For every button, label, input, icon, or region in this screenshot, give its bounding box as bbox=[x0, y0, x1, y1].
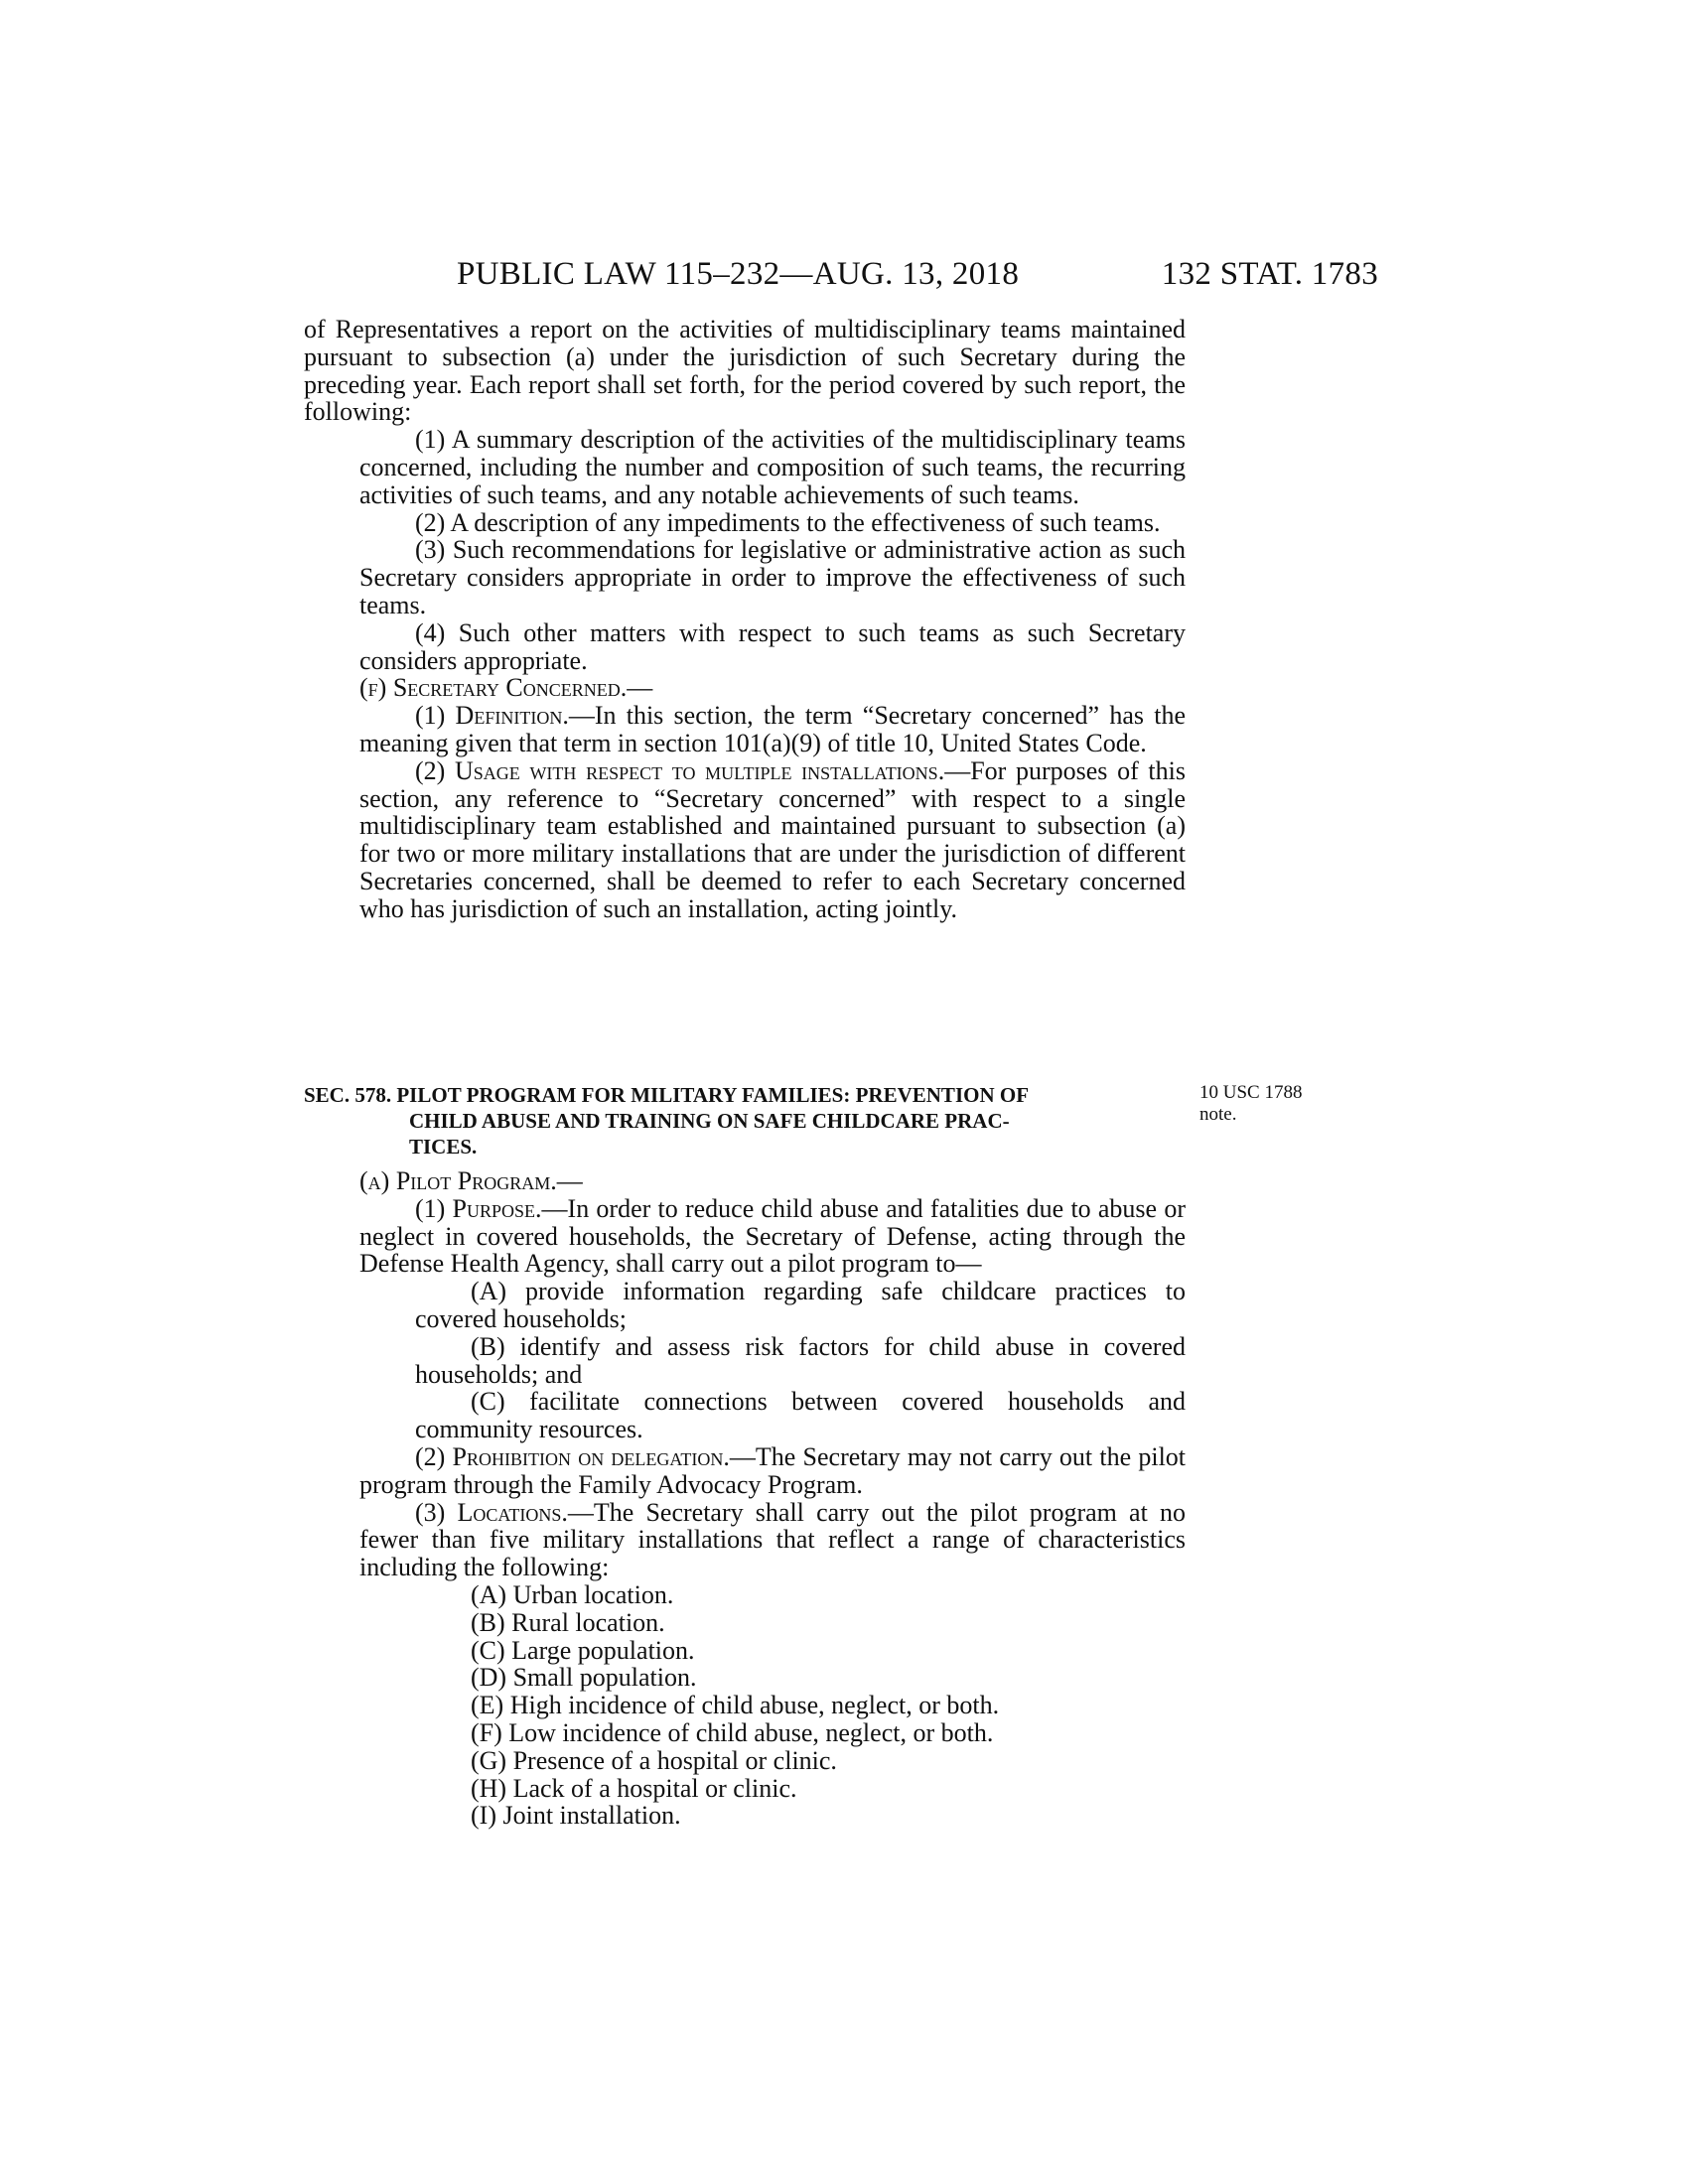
report-item-3: (3) Such recommendations for legislative or administrative action as such Secretary considers appropriate in order to improve the effectiveness of such teams. bbox=[359, 535, 1186, 619]
location-item: (D) Small population. bbox=[471, 1663, 697, 1693]
section-578-title-line-1: SEC. 578. PILOT PROGRAM FOR MILITARY FAMILIES: PREVENTION OF bbox=[304, 1083, 1030, 1107]
paragraph-a1-heading: (1) Purpose.— bbox=[415, 1193, 568, 1223]
paragraph-a1 bbox=[304, 1195, 1186, 1278]
clause-a1-A: (A) provide information regarding safe childcare practices to covered households; bbox=[415, 1277, 1186, 1333]
report-intro-paragraph: of Representatives a report on the activities of multidisciplinary teams maintained pursuant to subsection (a) under the jurisdiction of such Secretary during the preceding year. Each report shall set forth, for the period covered by such report, the following: bbox=[304, 315, 1186, 427]
subsection-a-heading bbox=[304, 1167, 1186, 1195]
subsection-f-heading-text: (f) Secretary Concerned.— bbox=[359, 673, 653, 703]
subsection-f-heading bbox=[304, 674, 1186, 702]
location-item: (I) Joint installation. bbox=[471, 1801, 681, 1831]
usc-margin-note: 10 USC 1788 note. bbox=[1199, 1082, 1303, 1125]
subsection-f2-heading: (2) Usage with respect to multiple installations.— bbox=[415, 755, 971, 785]
report-item-4: (4) Such other matters with respect to such teams as such Secretary considers appropriate. bbox=[359, 617, 1186, 675]
section-578-heading bbox=[304, 1082, 1186, 1160]
location-item: (F) Low incidence of child abuse, neglect, or both. bbox=[471, 1717, 994, 1747]
section-578-title-line-3: TICES. bbox=[409, 1135, 478, 1159]
report-item-1: (1) A summary description of the activities of the multidisciplinary teams concerned, including the number and composition of such teams, the recurring activities of such teams, and any notable achievements of such teams. bbox=[359, 425, 1186, 509]
location-item: (A) Urban location. bbox=[471, 1579, 674, 1609]
paragraph-a3-text: The Secretary shall carry out the pilot program at no fewer than five military installations that reflect a range of characteristics including the following: bbox=[359, 1497, 1186, 1582]
running-header-title: PUBLIC LAW 115–232—AUG. 13, 2018 bbox=[457, 256, 1020, 292]
paragraph-a2 bbox=[304, 1443, 1186, 1499]
subsection-a-heading-text: (a) Pilot Program.— bbox=[359, 1166, 583, 1195]
statute-page-number: 132 STAT. 1783 bbox=[1161, 256, 1378, 292]
subsection-f2-text: For purposes of this section, any reference to “Secretary concerned” with respect to a single multidisciplinary team established and maintained pursuant to subsection (a) for two or more military installations that are under the jurisdiction of different Secretaries concerned, shall be deemed to refer to each Secretary concerned who has jurisdiction of such an installation, acting jointly. bbox=[359, 755, 1187, 923]
section-577-continuation bbox=[304, 316, 1186, 923]
location-item: (C) Large population. bbox=[471, 1635, 695, 1665]
section-578-body bbox=[304, 1167, 1186, 1830]
report-item-2: (2) A description of any impediments to the effectiveness of such teams. bbox=[415, 507, 1161, 537]
location-item: (H) Lack of a hospital or clinic. bbox=[471, 1773, 797, 1803]
subsection-f2 bbox=[304, 757, 1186, 923]
location-item: (B) Rural location. bbox=[471, 1607, 665, 1637]
paragraph-a2-text: The Secretary may not carry out the pilot program through the Family Advocacy Program. bbox=[359, 1441, 1187, 1499]
paragraph-a2-heading: (2) Prohibition on delegation.— bbox=[415, 1441, 756, 1471]
paragraph-a3-heading: (3) Locations.— bbox=[415, 1497, 594, 1527]
paragraph-a1-text: In order to reduce child abuse and fatalities due to abuse or neglect in covered households, the Secretary of Defense, acting through the Defense Health Agency, shall carry out a pilot program to— bbox=[359, 1193, 1186, 1279]
clause-a1-C: (C) facilitate connections between covered households and community resources. bbox=[415, 1387, 1186, 1444]
paragraph-a3 bbox=[304, 1499, 1186, 1581]
section-578-title-line-2: CHILD ABUSE AND TRAINING ON SAFE CHILDCARE PRAC- bbox=[409, 1109, 1010, 1133]
subsection-f1-heading: (1) Definition.— bbox=[415, 701, 595, 731]
subsection-f1 bbox=[304, 702, 1186, 757]
location-item: (E) High incidence of child abuse, neglect, or both. bbox=[471, 1691, 1000, 1720]
clause-a1-B: (B) identify and assess risk factors for child abuse in covered households; and bbox=[415, 1331, 1186, 1389]
subsection-f1-text: In this section, the term “Secretary concerned” has the meaning given that term in section 101(a)(9) of title 10, United States Code. bbox=[359, 701, 1187, 757]
location-item: (G) Presence of a hospital or clinic. bbox=[471, 1745, 837, 1775]
